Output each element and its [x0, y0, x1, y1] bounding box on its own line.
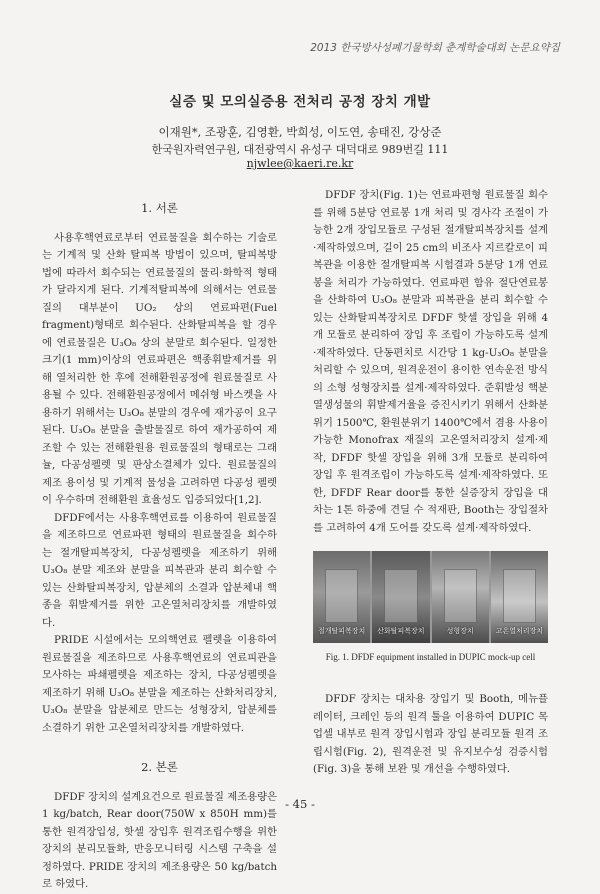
paper-title: 실증 및 모의실증용 전처리 공정 장치 개발	[169, 94, 431, 110]
equipment-image	[444, 569, 477, 623]
running-head: 2013 한국방사성폐기물학회 춘계학술대회 논문요약집	[310, 42, 560, 54]
left-column	[42, 196, 277, 894]
section-heading-main: 2. 본론	[141, 760, 178, 774]
photo-label: 산화탈피복장치	[377, 626, 425, 635]
body-paragraph: DFDF에서는 사용후핵연료를 이용하여 원료물질을 제조하므로 연료파편 형태의 원료물질을 회수하는 절개탈피복장치, 다공성펠렛을 제조하기 위해 U₃O₈ 분말 제조와 분말을 피복관과 분리 회수할 수 있는 산화탈피복장치, 압분체의 소결과 압분체내 핵종을 휘발제거를 위한 고온열처리장치를 개발하였다.	[42, 511, 277, 629]
author-list: 이재원*, 조광훈, 김영환, 박희성, 이도연, 송태진, 강상준	[158, 125, 442, 139]
section-heading-introduction: 1. 서론	[141, 201, 178, 215]
figure-1-photos	[313, 551, 548, 643]
body-paragraph: DFDF 장치의 설계요건으로 원료물질 제조용량은 1 kg/batch, Rear door(750W x 850H mm)를 통한 원격장입성, 핫셀 장입후 원격조립수행을 위한 장치의 분리모듈화, 반응모니터링 시스템 구축을 설정하였다. PRIDE 장치의 제조용량은 50 kg/batch로 하였다.	[42, 790, 277, 890]
body-paragraph: PRIDE 시설에서는 모의핵연료 펠렛을 이용하여 원료물질을 제조하므로 사용후핵연료의 연료피관을 모사하는 파쇄펠렛을 제조하는 장치, 다공성펠렛을 제조하기 위해 U₃O₈ 분말을 제조하는 산화처리장치, U₃O₈ 분말을 압분체로 만드는 성형장치, 압분체를 소결하기 위한 고온열처리장치를 개발하였다.	[42, 634, 277, 734]
photo-label: 성형장치	[446, 626, 474, 635]
right-column	[313, 187, 548, 779]
photo-high-temp-furnace	[491, 551, 548, 643]
photo-oxidative-decladding	[372, 551, 429, 643]
body-paragraph: DFDF 장치(Fig. 1)는 연료파편형 원료물질 회수를 위해 5분당 연료봉 1개 처리 및 경사각 조절이 가능한 2개 장입모듈로 구성된 절개탈피복장치를 설계·제작하였으며, 길이 25 cm의 비조사 지르칼로이 피복관을 이용한 절개탈피복 시험결과 5분당 1개 연료봉을 처리가 가능하였다. 연료파편 함유 절단연료봉을 산화하여 U₃O₈ 분말과 피복관을 분리 회수할 수 있는 산화탈피복장치로 DFDF 핫셀 장입을 위해 4개 모듈로 분리하여 장입 후 조립이 가능하도록 설계·제작하였다. 단동편치로 시간당 1 kg-U₃O₈ 분말을 처리할 수 있으며, 원격운전이 용이한 연속운전 방식의 소형 성형장치를 설계·제작하였다. 준휘발성 핵분열생성물의 휘발제거율을 증진시키기 위해서 산화분위기 1500℃, 환원분위기 1400℃에서 겸용 사용이 가능한 Monofrax 재질의 고온열처리장치 설계·제작, DFDF 핫셀 장입을 위해 3개 모듈로 분리하여 장입 후 원격조립이 가능하도록 설계·제작하였다. 또한, DFDF Rear door를 통한 실증장치 장입을 대차는 1톤 하중에 견딜 수 적재판, Booth는 장입절차를 고려하여 4개 도어를 갖도록 설계·제작하였다.	[313, 189, 548, 534]
affiliation: 한국원자력연구원, 대전광역시 유성구 대덕대로 989번길 111	[151, 143, 449, 156]
photo-compaction	[432, 551, 489, 643]
photo-label: 고온열처리장치	[495, 626, 544, 635]
page-number: - 45 -	[285, 797, 315, 811]
author-email[interactable]: njwlee@kaeri.re.kr	[246, 157, 354, 170]
equipment-image	[384, 569, 417, 623]
equipment-image	[503, 569, 536, 623]
photo-slitting-decladding	[313, 551, 370, 643]
figure-caption: Fig. 1. DFDF equipment installed in DUPIC mock-up cell	[325, 652, 536, 662]
body-paragraph: DFDF 장치는 대차용 장입기 및 Booth, 메뉴플레이터, 크레인 등의 원격 툴을 이용하여 DUPIC 목업셀 내부로 원격 장입시험과 장입 분리모듈 원격 조립시험(Fig. 2), 원격운전 및 유지보수성 검증시험(Fig. 3)을 통해 보완 및 개선을 수행하였다.	[313, 693, 548, 775]
equipment-image	[325, 569, 358, 623]
body-paragraph: 사용후핵연료로부터 연료물질을 회수하는 기술로는 기계적 및 산화 탈피복 방법이 있으며, 탈피복방법에 따라서 회수되는 연료물질의 물리·화학적 형태가 달라지게 된다. 기계적탈피복에 의해서는 연료물질의 대부분이 UO₂ 상의 연료파편(Fuel fragment)형태로 회수된다. 산화탈피복을 할 경우에 연료물질은 U₃O₈ 상의 분말로 회수된다. 일정한 크기(1 mm)이상의 연료파편은 핵종휘발제거를 위해 열처리한 한 후에 전해환원공정에 원료물질로 사용될 수 있다. 전해환원공정에서 메쉬형 바스켓을 사용하기 위해서는 U₃O₈ 분말의 경우에 재가공이 요구된다. U₃O₈ 분말을 출발물질로 하여 재가공하여 제조할 수 있는 전해환원용 원료물질의 형태로는 그래뉼, 다공성펠렛 및 판상소결체가 있다. 원료물질의 제조 용이성 및 기계적 물성을 고려하면 다공성 펠렛이 우수하며 전해환원 효율성도 입증되었다[1,2].	[42, 231, 277, 506]
photo-label: 절개탈피복장치	[317, 626, 366, 635]
